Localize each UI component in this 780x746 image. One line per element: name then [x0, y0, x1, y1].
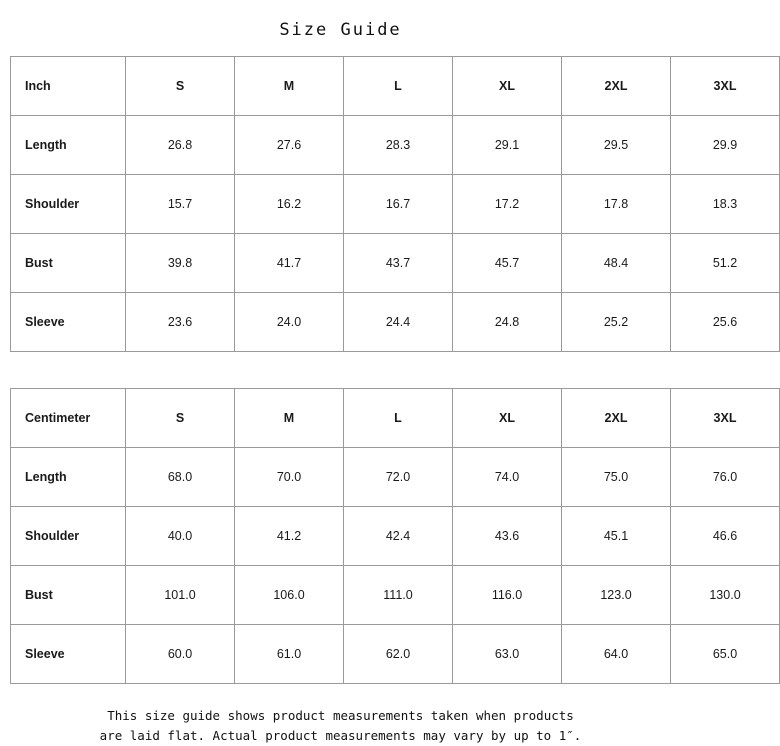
cell-sleeve-3xl: 65.0 — [671, 625, 780, 684]
row-label-sleeve: Sleeve — [11, 625, 126, 684]
table-row — [11, 625, 780, 684]
page-title: Size Guide — [279, 20, 402, 40]
cell-sleeve-l: 62.0 — [344, 625, 453, 684]
cell-shoulder-s: 40.0 — [126, 507, 235, 566]
cell-sleeve-3xl: 25.6 — [671, 293, 780, 352]
size-header-l: L — [344, 57, 453, 116]
cell-sleeve-s: 60.0 — [126, 625, 235, 684]
cell-length-l: 28.3 — [344, 116, 453, 175]
row-label-shoulder: Shoulder — [11, 175, 126, 234]
cell-bust-l: 111.0 — [344, 566, 453, 625]
cell-shoulder-3xl: 18.3 — [671, 175, 780, 234]
cell-sleeve-m: 24.0 — [235, 293, 344, 352]
inch-size-table — [10, 56, 780, 352]
size-header-2xl: 2XL — [562, 57, 671, 116]
size-header-l: L — [344, 389, 453, 448]
table-row — [11, 566, 780, 625]
cell-shoulder-l: 16.7 — [344, 175, 453, 234]
cell-shoulder-xl: 17.2 — [453, 175, 562, 234]
table-gap — [0, 352, 681, 388]
cell-shoulder-3xl: 46.6 — [671, 507, 780, 566]
cell-bust-m: 41.7 — [235, 234, 344, 293]
row-label-bust: Bust — [11, 234, 126, 293]
cell-bust-s: 101.0 — [126, 566, 235, 625]
cell-shoulder-s: 15.7 — [126, 175, 235, 234]
cell-bust-3xl: 51.2 — [671, 234, 780, 293]
cell-shoulder-xl: 43.6 — [453, 507, 562, 566]
table-row — [11, 116, 780, 175]
cell-sleeve-xl: 63.0 — [453, 625, 562, 684]
cell-shoulder-2xl: 17.8 — [562, 175, 671, 234]
cell-length-xl: 74.0 — [453, 448, 562, 507]
size-header-2xl: 2XL — [562, 389, 671, 448]
cell-length-3xl: 29.9 — [671, 116, 780, 175]
cell-bust-xl: 45.7 — [453, 234, 562, 293]
cell-sleeve-2xl: 64.0 — [562, 625, 671, 684]
cell-bust-l: 43.7 — [344, 234, 453, 293]
cell-length-2xl: 75.0 — [562, 448, 671, 507]
table-row — [11, 507, 780, 566]
cell-sleeve-m: 61.0 — [235, 625, 344, 684]
row-label-bust: Bust — [11, 566, 126, 625]
cell-bust-3xl: 130.0 — [671, 566, 780, 625]
size-header-m: M — [235, 389, 344, 448]
cell-shoulder-m: 16.2 — [235, 175, 344, 234]
unit-header: Centimeter — [11, 389, 126, 448]
footnote-line-2: are laid flat. Actual product measurements may vary by up to 1″. — [99, 728, 582, 743]
cell-length-xl: 29.1 — [453, 116, 562, 175]
cell-shoulder-m: 41.2 — [235, 507, 344, 566]
cell-length-2xl: 29.5 — [562, 116, 671, 175]
table-row — [11, 234, 780, 293]
cell-sleeve-xl: 24.8 — [453, 293, 562, 352]
size-header-s: S — [126, 389, 235, 448]
size-header-3xl: 3XL — [671, 57, 780, 116]
cell-shoulder-2xl: 45.1 — [562, 507, 671, 566]
table-row — [11, 448, 780, 507]
size-header-3xl: 3XL — [671, 389, 780, 448]
cell-sleeve-s: 23.6 — [126, 293, 235, 352]
cell-length-l: 72.0 — [344, 448, 453, 507]
unit-header: Inch — [11, 57, 126, 116]
cell-bust-s: 39.8 — [126, 234, 235, 293]
size-header-s: S — [126, 57, 235, 116]
footnote-line-1: This size guide shows product measurements taken when products — [107, 708, 574, 723]
cell-bust-xl: 116.0 — [453, 566, 562, 625]
cell-length-s: 26.8 — [126, 116, 235, 175]
footnote — [0, 706, 681, 746]
cell-shoulder-l: 42.4 — [344, 507, 453, 566]
size-header-m: M — [235, 57, 344, 116]
cell-sleeve-2xl: 25.2 — [562, 293, 671, 352]
centimeter-size-table — [10, 388, 780, 684]
row-label-sleeve: Sleeve — [11, 293, 126, 352]
cell-length-m: 27.6 — [235, 116, 344, 175]
table-row — [11, 293, 780, 352]
cell-bust-2xl: 123.0 — [562, 566, 671, 625]
cell-length-3xl: 76.0 — [671, 448, 780, 507]
size-header-xl: XL — [453, 57, 562, 116]
size-header-xl: XL — [453, 389, 562, 448]
row-label-shoulder: Shoulder — [11, 507, 126, 566]
cell-sleeve-l: 24.4 — [344, 293, 453, 352]
table-header-row — [11, 57, 780, 116]
row-label-length: Length — [11, 448, 126, 507]
table-header-row — [11, 389, 780, 448]
cell-bust-m: 106.0 — [235, 566, 344, 625]
cell-length-m: 70.0 — [235, 448, 344, 507]
row-label-length: Length — [11, 116, 126, 175]
cell-bust-2xl: 48.4 — [562, 234, 671, 293]
table-row — [11, 175, 780, 234]
cell-length-s: 68.0 — [126, 448, 235, 507]
